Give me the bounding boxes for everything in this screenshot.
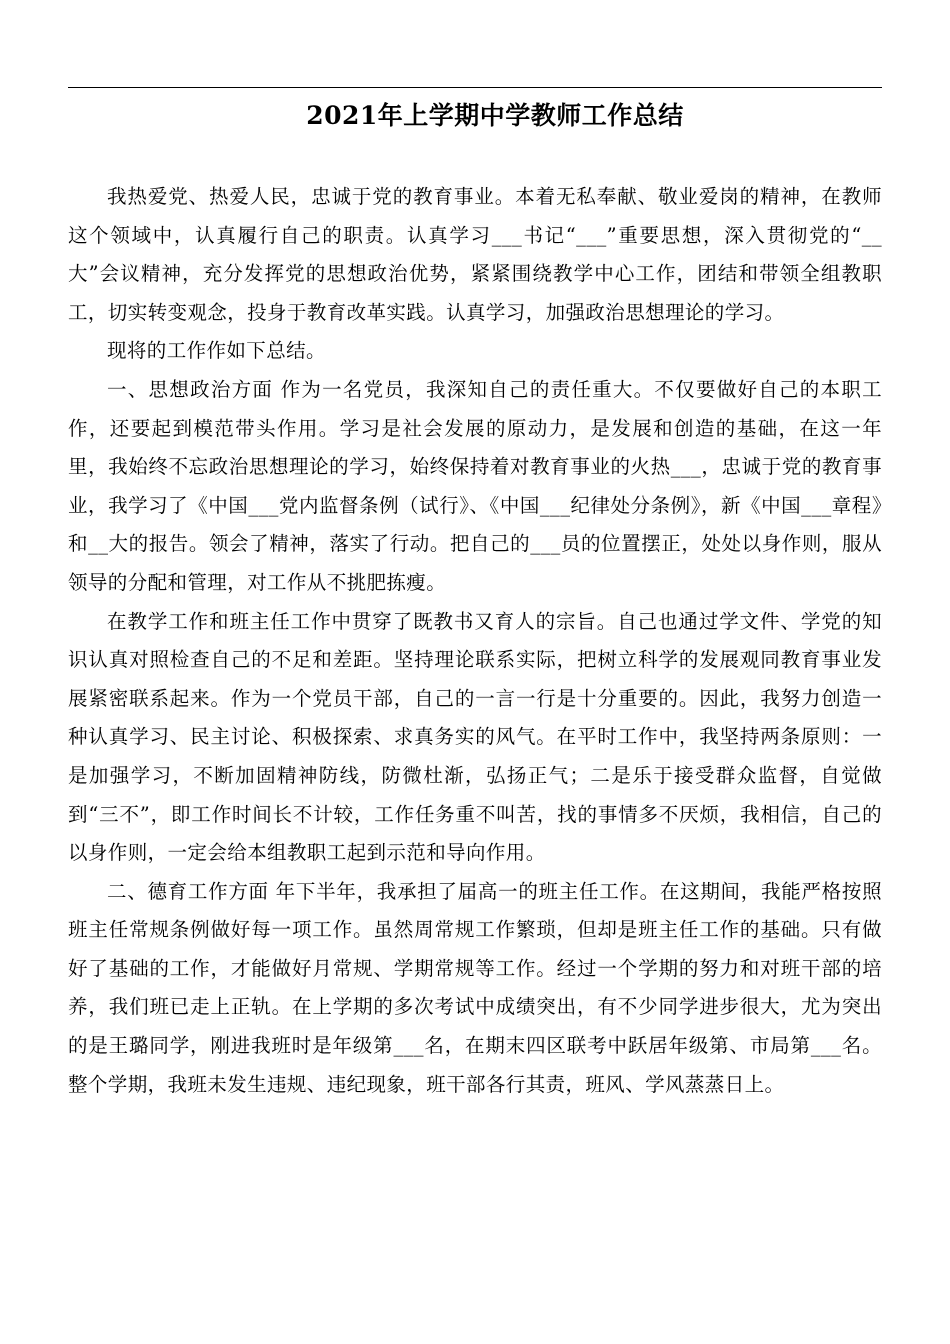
- header-rule: [68, 87, 882, 88]
- paragraph-summary-lead: 现将的工作作如下总结。: [107, 339, 326, 363]
- document-body: [68, 178, 882, 1104]
- paragraph-intro: 我热爱党、热爱人民，忠诚于党的教育事业。本着无私奉献、敬业爱岗的精神，在教师这个领域中，认真履行自己的职责。认真学习___书记“___”重要思想，深入贯彻党的“__大”会议精神，充分发挥党的思想政治优势，紧紧围绕教学中心工作，团结和带领全组教职工，切实转变观念，投身于教育改革实践。认真学习，加强政治思想理论的学习。: [68, 185, 882, 324]
- document-title: 2021年上学期中学教师工作总结: [306, 101, 684, 130]
- paragraph-teaching-work: 在教学工作和班主任工作中贯穿了既教书又育人的宗旨。自己也通过学文件、学党的知识认真对照检查自己的不足和差距。坚持理论联系实际，把树立科学的发展观同教育事业发展紧密联系起来。作为一个党员干部，自己的一言一行是十分重要的。因此，我努力创造一种认真学习、民主讨论、积极探索、求真务实的风气。在平时工作中，我坚持两条原则：一是加强学习，不断加固精神防线，防微杜渐，弘扬正气；二是乐于接受群众监督，自觉做到“三不”，即工作时间长不计较，工作任务重不叫苦，找的事情多不厌烦，我相信，自己的以身作则，一定会给本组教职工起到示范和导向作用。: [68, 609, 882, 865]
- paragraph-political-thought: 一、思想政治方面 作为一名党员，我深知自己的责任重大。不仅要做好自己的本职工作，还要起到模范带头作用。学习是社会发展的原动力，是发展和创造的基础，在这一年里，我始终不忘政治思想理论的学习，始终保持着对教育事业的火热___，忠诚于党的教育事业，我学习了《中国___党内监督条例（试行》、《中国___纪律处分条例》，新《中国___章程》和__大的报告。领会了精神，落实了行动。把自己的___员的位置摆正，处处以身作则，服从领导的分配和管理，对工作从不挑肥拣瘦。: [68, 377, 882, 594]
- paragraph-moral-education: 二、德育工作方面 年下半年，我承担了届高一的班主任工作。在这期间，我能严格按照班主任常规条例做好每一项工作。虽然周常规工作繁琐，但却是班主任工作的基础。只有做好了基础的工作，才能做好月常规、学期常规等工作。经过一个学期的努力和对班干部的培养，我们班已走上正轨。在上学期的多次考试中成绩突出，有不少同学进步很大，尤为突出的是王璐同学，刚进我班时是年级第___名，在期末四区联考中跃居年级第、市局第___名。整个学期，我班未发生违规、违纪现象，班干部各行其责，班风、学风蒸蒸日上。: [68, 879, 882, 1096]
